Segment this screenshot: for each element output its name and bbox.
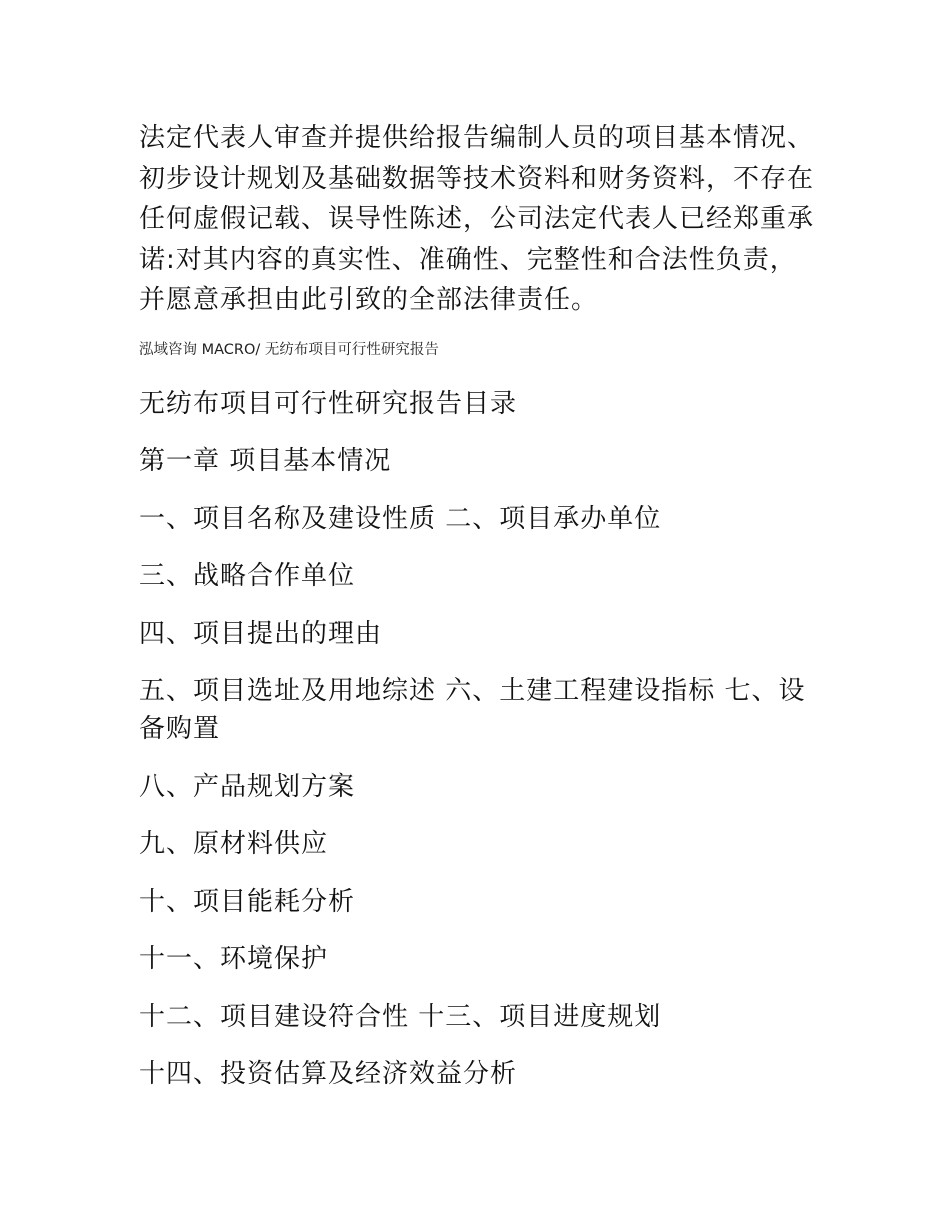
running-header: 泓域咨询 MACRO/ 无纺布项目可行性研究报告: [139, 342, 439, 358]
toc-entry: 八、产品规划方案: [139, 771, 356, 802]
toc-entry: 十一、环境保护: [139, 944, 329, 974]
toc-entry: 三、战略合作单位: [139, 561, 356, 591]
table-of-contents: [139, 442, 819, 1113]
toc-entry: 九、原材料供应: [139, 829, 329, 859]
toc-entry: 五、项目选址及用地综述 六、土建工程建设指标 七、设备购置: [139, 676, 806, 744]
toc-entry: 十二、项目建设符合性 十三、项目进度规划: [139, 1001, 662, 1032]
toc-title: 无纺布项目可行性研究报告目录: [139, 389, 518, 419]
toc-entry-chapter-1: 第一章 项目基本情况: [139, 446, 392, 476]
intro-paragraph: 法定代表人审查并提供给报告编制人员的项目基本情况、初步设计规划及基础数据等技术资料和财务资料，不存在任何虚假记载、误导性陈述，公司法定代表人已经郑重承诺:对其内容的真实性、准确性、完整性和合法性负责，并愿意承担由此引致的全部法律责任。: [139, 123, 815, 315]
toc-entry: 四、项目提出的理由: [139, 618, 383, 649]
toc-entry: 十四、投资估算及经济效益分析: [139, 1059, 518, 1089]
toc-entry: 一、项目名称及建设性质 二、项目承办单位: [139, 503, 662, 534]
toc-entry: 十、项目能耗分析: [139, 886, 356, 917]
